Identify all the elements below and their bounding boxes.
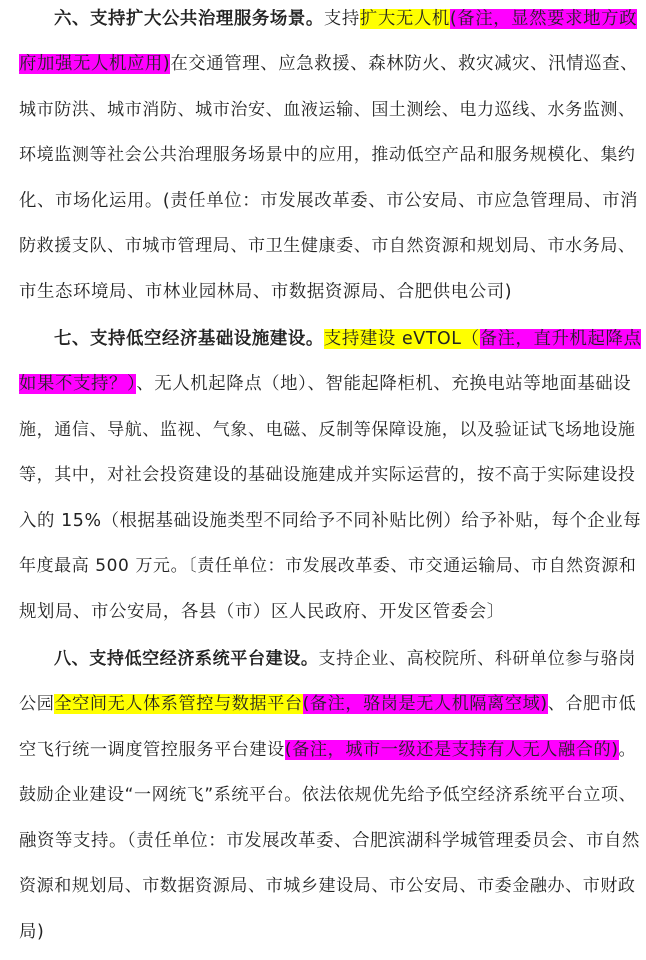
magenta-note: (备注，城市一级还是支持有人无人融合的) <box>284 740 619 760</box>
yellow-highlight: 扩大无人机 <box>359 9 450 29</box>
text-run: 。 <box>618 740 637 760</box>
section-6-line-4: 环境监测等社会公共治理服务场景中的应用，推动低空产品和服务规模化、集约 <box>19 145 636 165</box>
section-8-line-7: 局) <box>19 922 45 942</box>
section-8-line-6: 资源和规划局、市数据资源局、市城乡建设局、市公安局、市委金融办、市财政 <box>19 876 636 896</box>
section-7-line-3: 施，通信、导航、监视、气象、电磁、反制等保障设施，以及验证试飞场地设施 <box>19 420 636 440</box>
section-8-line-3 <box>19 738 642 762</box>
text-run: 支持企业、高校院所、科研单位参与骆岗 <box>318 649 636 669</box>
text-run: 公园 <box>19 694 55 714</box>
section-7-line-6: 年度最高 500 万元。〔责任单位：市发展改革委、市交通运输局、市自然资源和 <box>19 556 637 576</box>
section-8-heading: 八、支持低空经济系统平台建设。 <box>54 649 319 669</box>
section-8-line-2 <box>19 692 642 716</box>
section-6-heading: 六、支持扩大公共治理服务场景。 <box>54 9 324 29</box>
section-7-line-4: 等，其中，对社会投资建设的基础设施建成并实际运营的，按不高于实际建设投 <box>19 465 636 485</box>
section-8-line-5: 融资等支持。（责任单位：市发展改革委、合肥滨湖科学城管理委员会、市自然 <box>19 831 640 851</box>
section-6-line-5: 化、市场化运用。(责任单位：市发展改革委、市公安局、市应急管理局、市消 <box>19 191 639 211</box>
section-6-line-2 <box>19 52 642 76</box>
yellow-highlight: 全空间无人体系管控与数据平台 <box>54 694 303 714</box>
section-7-line-2 <box>19 372 642 396</box>
section-7-line-5: 入的 15%（根据基础设施类型不同给予不同补贴比例）给予补贴，每个企业每 <box>19 511 642 531</box>
yellow-highlight: 支持建设 eVTOL（ <box>323 329 480 349</box>
section-8-line-1 <box>54 647 642 671</box>
text-run: 、无人机起降点（地）、智能起降柜机、充换电站等地面基础设 <box>136 374 632 394</box>
magenta-note: (备注，骆岗是无人机隔离空域) <box>302 694 548 714</box>
section-7-heading: 七、支持低空经济基础设施建设。 <box>54 329 324 349</box>
section-6-line-6: 防救援支队、市城市管理局、市卫生健康委、市自然资源和规划局、市水务局、 <box>19 236 636 256</box>
magenta-note: 府加强无人机应用) <box>19 54 171 74</box>
magenta-note: (备注，显然要求地方政 <box>449 9 638 29</box>
section-6-line-1 <box>54 7 642 31</box>
section-7-line-7: 规划局、市公安局，各县（市）区人民政府、开发区管委会〕 <box>19 602 505 622</box>
magenta-note: 备注，直升机起降点 <box>479 329 642 349</box>
section-7-line-1 <box>54 327 642 351</box>
text-run: 支持 <box>323 9 360 29</box>
section-8-line-4: 鼓励企业建设“一网统飞”系统平台。依法依规优先给予低空经济系统平台立项、 <box>19 785 637 805</box>
magenta-note: 如果不支持？） <box>19 374 137 394</box>
text-run: 在交通管理、应急救援、森林防火、救灾减灾、汛情巡查、 <box>170 54 639 74</box>
text-run: 、合肥市低 <box>547 694 637 714</box>
section-6-line-3: 城市防洪、城市消防、城市治安、血液运输、国土测绘、电力巡线、水务监测、 <box>19 100 636 120</box>
text-run: 空飞行统一调度管控服务平台建设 <box>19 740 285 760</box>
section-6-line-7: 市生态环境局、市林业园林局、市数据资源局、合肥供电公司) <box>19 282 513 302</box>
